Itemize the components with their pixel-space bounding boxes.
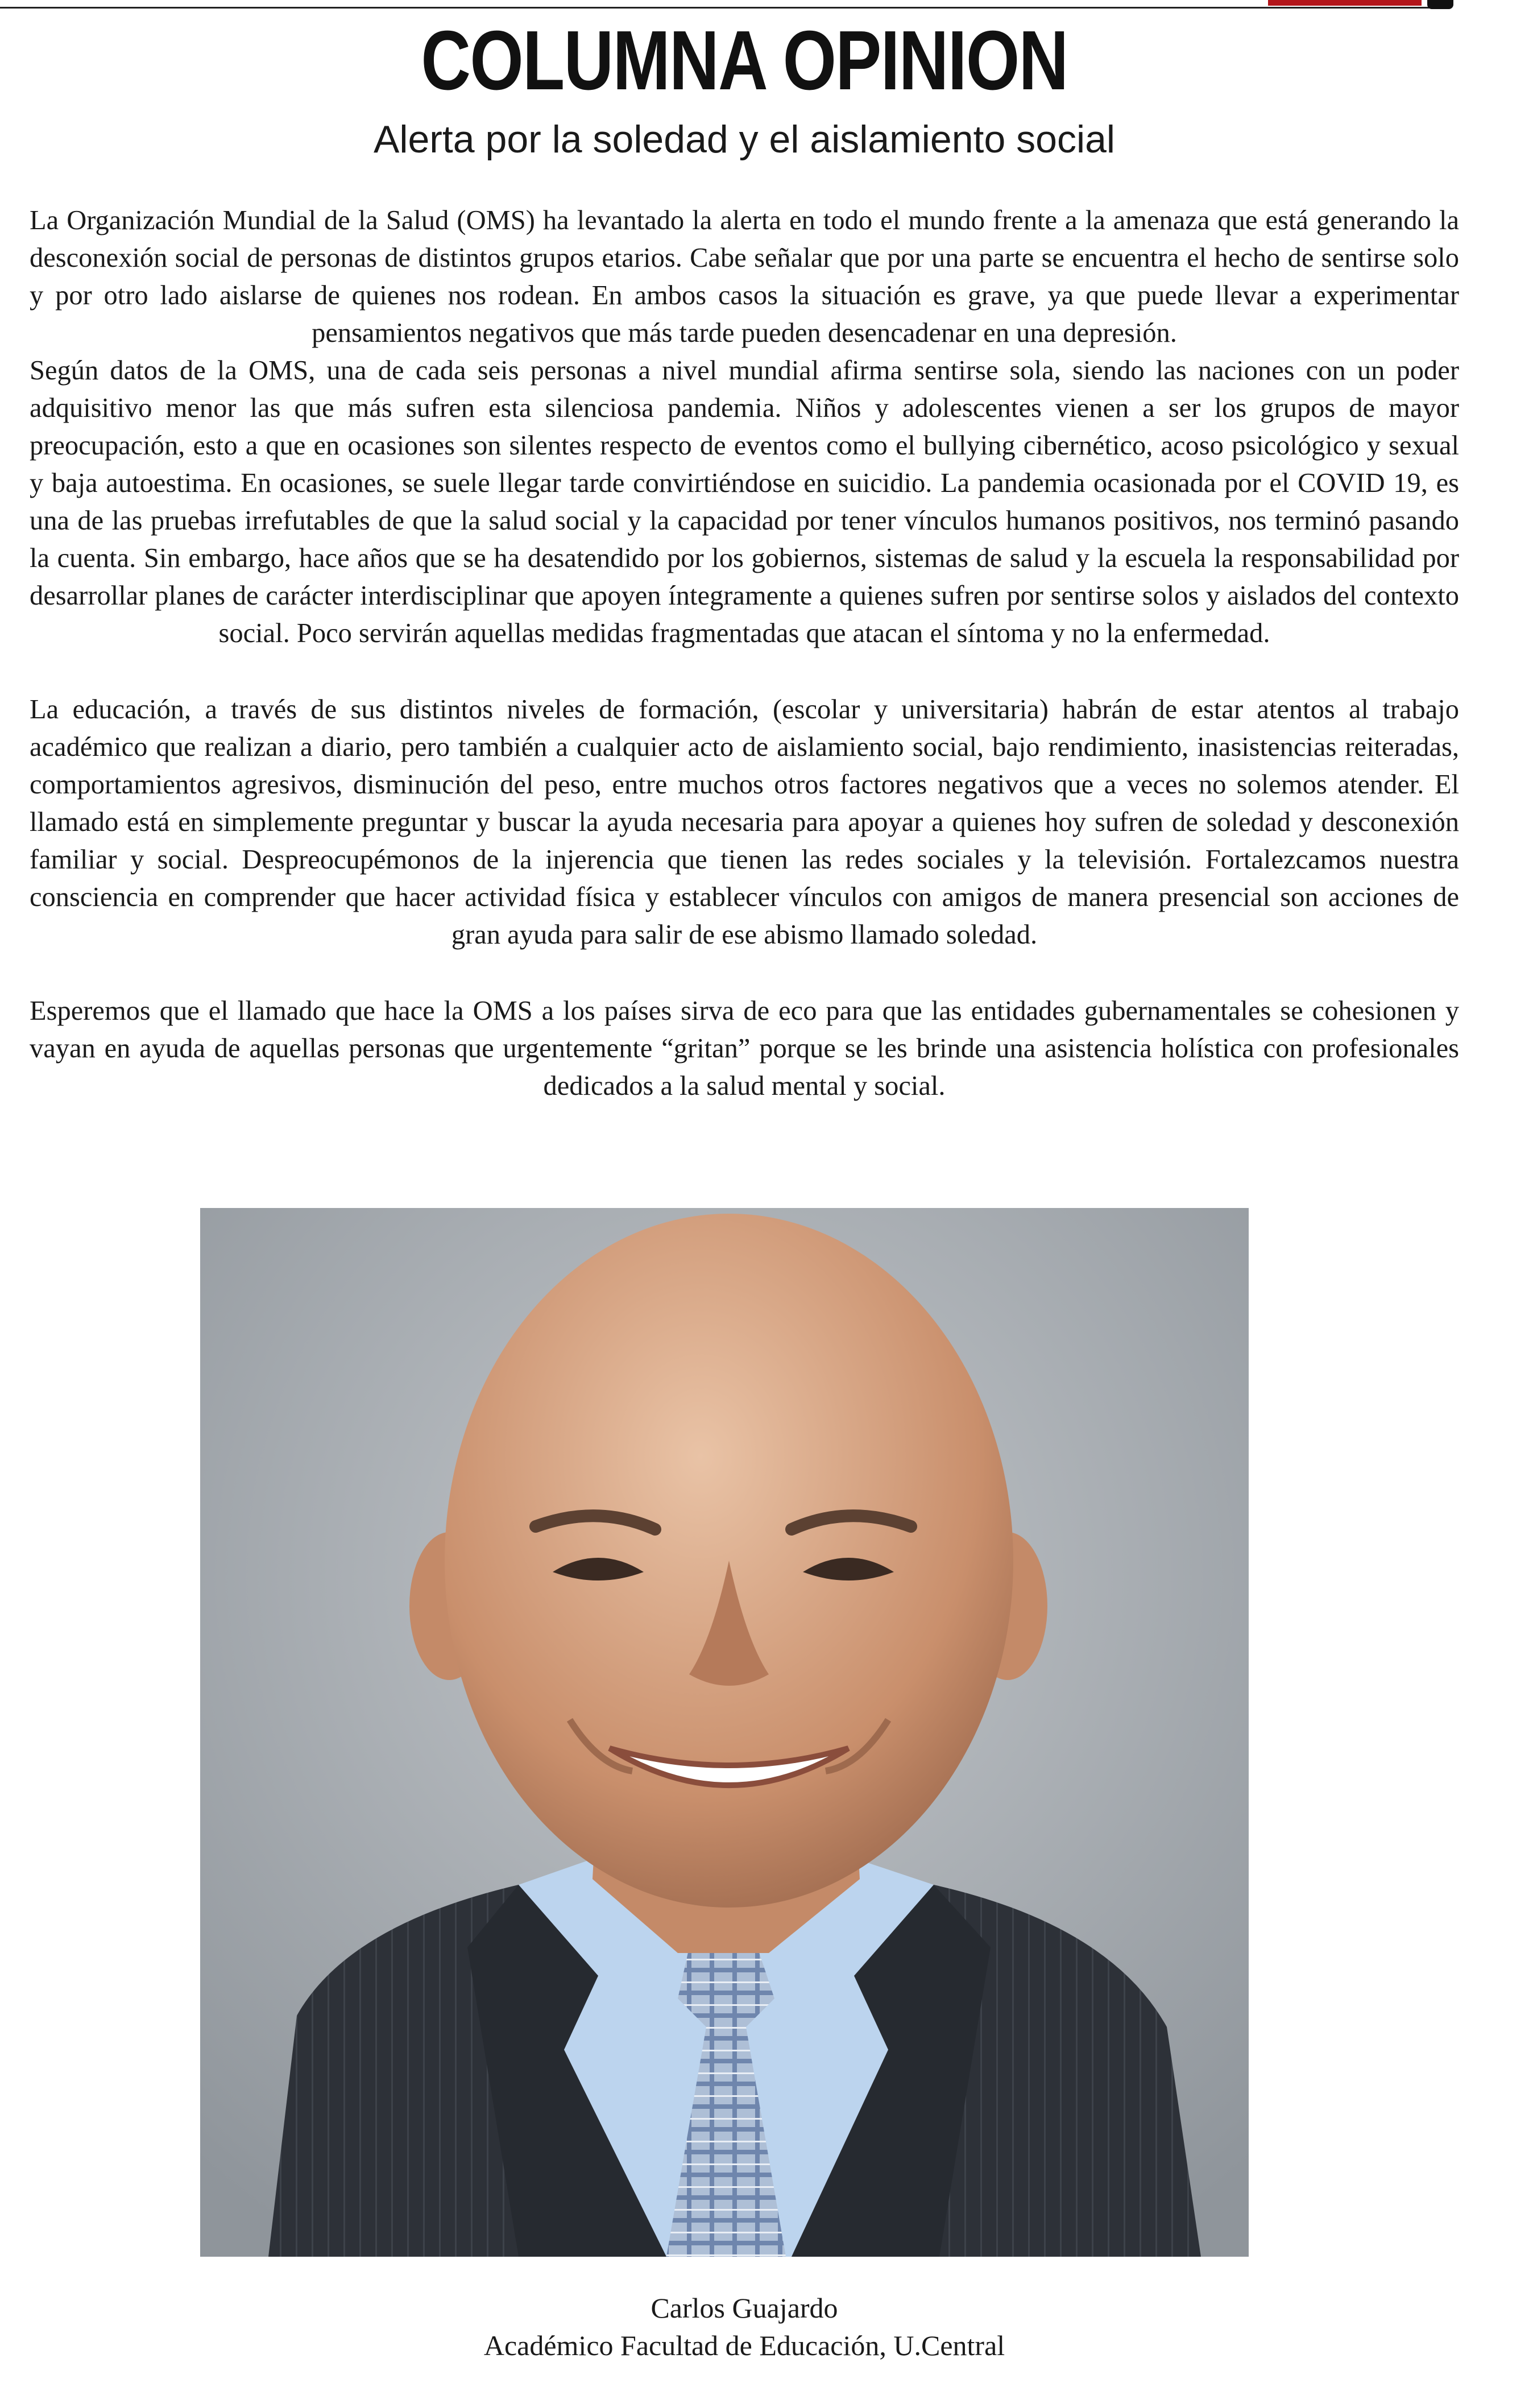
page-corner-mark bbox=[1427, 0, 1453, 9]
paragraph-4: Esperemos que el llamado que hace la OMS a los países sirva de eco para que las entidades gubernamentales se cohesionen y vayan en ayuda de aquellas personas que urgentemente “gritan” porque se les brinde una asistencia holística con profesionales dedicados a la salud mental y social. bbox=[30, 996, 1459, 1101]
author-name: Carlos Guajardo bbox=[651, 2292, 838, 2324]
paragraph-3: La educación, a través de sus distintos niveles de formación, (escolar y universitaria) habrán de estar atentos al trabajo académico que realizan a diario, pero también a cualquier acto de aislamiento social, bajo rendimiento, inasistencias reiteradas, comportamientos agresivos, disminución del peso, entre muchos otros factores negativos que a veces no solemos atender. El llamado está en simplemente preguntar y buscar la ayuda necesaria para apoyar a quienes hoy sufren de soledad y desconexión familiar y social. Despreocupémonos de la injerencia que tienen las redes sociales y la televisión. Fortalezcamos nuestra consciencia en comprender que hacer actividad física y establecer vínculos con amigos de manera presencial son acciones de gran ayuda para salir de ese abismo llamado soledad. bbox=[30, 694, 1459, 950]
paragraph-1: La Organización Mundial de la Salud (OMS) ha levantado la alerta en todo el mundo frente a la amenaza que está generando la desconexión social de personas de distintos grupos etarios. Cabe señalar que por una parte se encuentra el hecho de sentirse solo y por otro lado aislarse de quienes nos rodean. En ambos casos la situación es grave, ya que puede llevar a experimentar pensamientos negativos que más tarde pueden desencadenar en una depresión. bbox=[30, 205, 1459, 348]
author-affiliation: Académico Facultad de Educación, U.Central bbox=[483, 2330, 1005, 2361]
portrait-illustration bbox=[200, 1208, 1249, 2257]
author-portrait bbox=[200, 1208, 1249, 2257]
byline bbox=[0, 2289, 1489, 2364]
top-rule bbox=[0, 7, 1433, 9]
article-body bbox=[30, 202, 1459, 1105]
section-title: COLUMNA OPINION bbox=[421, 14, 1068, 107]
paragraph-2: Según datos de la OMS, una de cada seis personas a nivel mundial afirma sentirse sola, siendo las naciones con un poder adquisitivo menor las que más sufren esta silenciosa pandemia. Niños y adolescentes vienen a ser los grupos de mayor preocupación, esto a que en ocasiones son silentes respecto de eventos como el bullying cibernético, acoso psicológico y sexual y baja autoestima. En ocasiones, se suele llegar tarde convirtiéndose en suicidio. La pandemia ocasionada por el COVID 19, es una de las pruebas irrefutables de que la salud social y la capacidad por tener vínculos humanos positivos, nos terminó pasando la cuenta. Sin embargo, hace años que se ha desatendido por los gobiernos, sistemas de salud y la escuela la responsabilidad por desarrollar planes de carácter interdisciplinar que apoyen íntegramente a quienes sufren por sentirse solos y aislados del contexto social. Poco servirán aquellas medidas fragmentadas que atacan el síntoma y no la enfermedad. bbox=[30, 355, 1459, 648]
section-color-tab bbox=[1268, 0, 1422, 6]
headline: Alerta por la soledad y el aislamiento social bbox=[373, 118, 1116, 161]
